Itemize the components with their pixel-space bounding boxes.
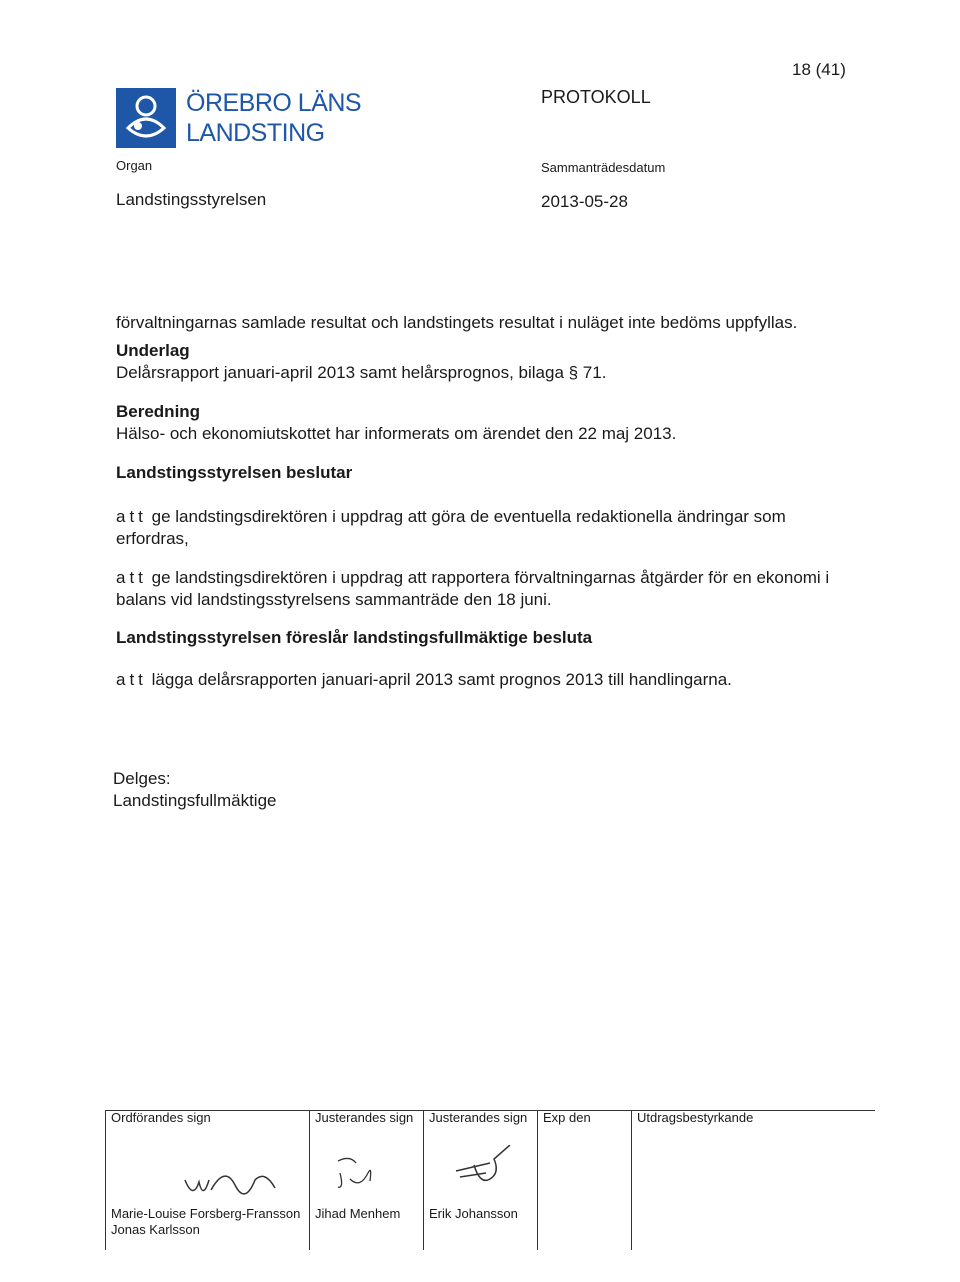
decision-item-2-line2: balans vid landstingsstyrelsens sammanträde den 18 juni.	[116, 590, 552, 609]
page-number: 18 (41)	[792, 60, 846, 79]
proposal-item-text: lägga delårsrapporten januari-april 2013 samt prognos 2013 till handlingarna.	[151, 670, 732, 689]
underlag-text: Delårsrapport januari-april 2013 samt helårsprognos, bilaga § 71.	[116, 363, 607, 382]
decision-item-1-line1: ge landstingsdirektören i uppdrag att göra de eventuella redaktionella ändringar som	[151, 507, 786, 526]
att-keyword: att	[116, 568, 147, 587]
delges-label: Delges:	[113, 769, 171, 788]
chair-sign-label: Ordförandes sign	[111, 1110, 211, 1125]
signatory-name: Jonas Karlsson	[111, 1222, 200, 1237]
adjuster-signature	[330, 1155, 380, 1195]
landsting-logo-icon	[116, 88, 176, 148]
proposal-item	[116, 669, 732, 691]
chair-names	[111, 1206, 300, 1238]
adjuster-signature	[450, 1145, 520, 1195]
signature-table	[105, 1110, 875, 1250]
adjuster-sign-label: Justerandes sign	[429, 1110, 528, 1125]
decision-item-1-line2: erfordras,	[116, 529, 189, 548]
extract-certification-label: Utdragsbestyrkande	[637, 1110, 754, 1125]
organ-value: Landstingsstyrelsen	[116, 190, 267, 209]
beredning-text: Hälso- och ekonomiutskottet har informerats om ärendet den 22 maj 2013.	[116, 424, 677, 443]
chair-signature	[175, 1160, 285, 1210]
signatory-name: Jihad Menhem	[315, 1206, 401, 1221]
organ-label: Organ	[116, 158, 153, 173]
exp-date-label: Exp den	[543, 1110, 591, 1125]
decision-item-2	[116, 567, 906, 611]
decision-item-2-line1: ge landstingsdirektören i uppdrag att rapportera förvaltningarnas åtgärder för en ekonomi i	[151, 568, 830, 587]
date-value: 2013-05-28	[541, 192, 628, 211]
beslutar-heading: Landstingsstyrelsen beslutar	[116, 463, 353, 482]
column-divider	[631, 1110, 632, 1250]
underlag-heading: Underlag	[116, 341, 190, 360]
delges-value: Landstingsfullmäktige	[113, 791, 277, 810]
document-type: PROTOKOLL	[541, 87, 651, 107]
signatory-name: Erik Johansson	[429, 1206, 518, 1221]
foreslar-heading: Landstingsstyrelsen föreslår landstingsfullmäktige besluta	[116, 628, 593, 647]
column-divider	[309, 1110, 310, 1250]
att-keyword: att	[116, 507, 147, 526]
intro-text: förvaltningarnas samlade resultat och landstingets resultat i nuläget inte bedöms uppfyllas.	[116, 313, 798, 332]
column-divider	[423, 1110, 424, 1250]
decision-item-1	[116, 506, 786, 550]
column-divider	[105, 1110, 106, 1250]
signatory-name: Marie-Louise Forsberg-Fransson	[111, 1206, 301, 1221]
att-keyword: att	[116, 670, 147, 689]
beredning-heading: Beredning	[116, 402, 201, 421]
adjuster-sign-label: Justerandes sign	[315, 1110, 414, 1125]
column-divider	[537, 1110, 538, 1250]
date-label: Sammanträdesdatum	[541, 160, 666, 175]
organization-logo-text: ÖREBRO LÄNS LANDSTING	[186, 89, 362, 147]
